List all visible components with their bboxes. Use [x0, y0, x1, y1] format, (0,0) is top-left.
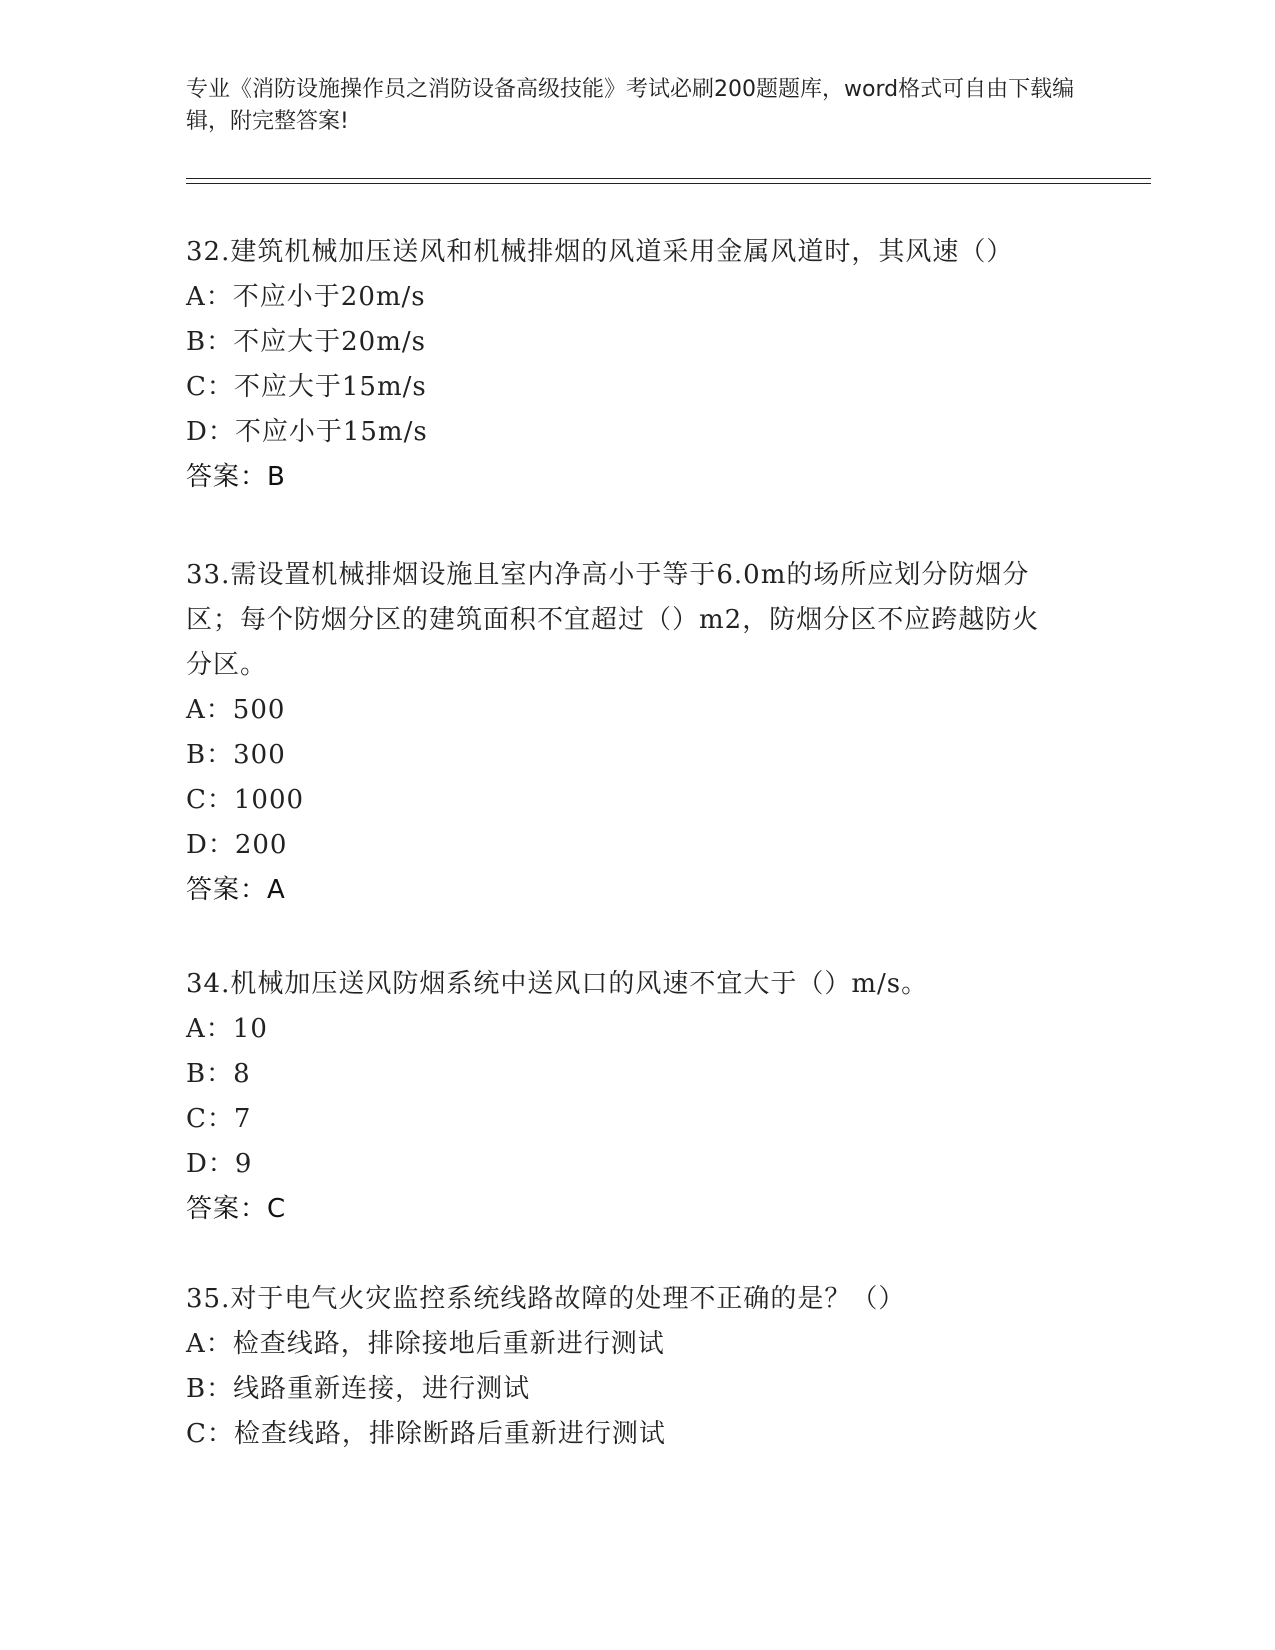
question-stem: 33.需设置机械排烟设施且室内净高小于等于6.0m的场所应划分防烟分区；每个防烟分区的建筑面积不宜超过（）m2，防烟分区不应跨越防火分区。 [186, 560, 1040, 680]
header-divider [186, 178, 1151, 184]
option-b: B：线路重新连接，进行测试 [186, 1374, 531, 1404]
question-34 [186, 962, 1066, 1232]
option-b: B：8 [186, 1059, 251, 1089]
option-d: D：200 [186, 830, 288, 860]
option-a: A：10 [186, 1014, 268, 1044]
option-a: A：检查线路，排除接地后重新进行测试 [186, 1329, 665, 1359]
option-d: D：不应小于15m/s [186, 417, 428, 447]
option-a: A：不应小于20m/s [186, 282, 426, 312]
option-c: C：1000 [186, 785, 305, 815]
question-stem: 34.机械加压送风防烟系统中送风口的风速不宜大于（）m/s。 [186, 969, 929, 999]
option-c: C：检查线路，排除断路后重新进行测试 [186, 1419, 666, 1449]
question-33 [186, 553, 1066, 913]
answer: 答案：B [186, 462, 286, 492]
option-c: C：不应大于15m/s [186, 372, 427, 402]
option-a: A：500 [186, 695, 286, 725]
option-b: B：不应大于20m/s [186, 327, 426, 357]
question-stem: 32.建筑机械加压送风和机械排烟的风道采用金属风道时，其风速（） [186, 237, 1014, 267]
question-35 [186, 1277, 1066, 1457]
question-32 [186, 230, 1066, 500]
option-c: C：7 [186, 1104, 252, 1134]
answer: 答案：A [186, 875, 286, 905]
option-d: D：9 [186, 1149, 253, 1179]
option-b: B：300 [186, 740, 286, 770]
document-header: 专业《消防设施操作员之消防设备高级技能》考试必刷200题题库，word格式可自由下载编辑，附完整答案! [186, 77, 1075, 134]
answer: 答案：C [186, 1194, 287, 1224]
question-stem: 35.对于电气火灾监控系统线路故障的处理不正确的是？（） [186, 1284, 906, 1314]
